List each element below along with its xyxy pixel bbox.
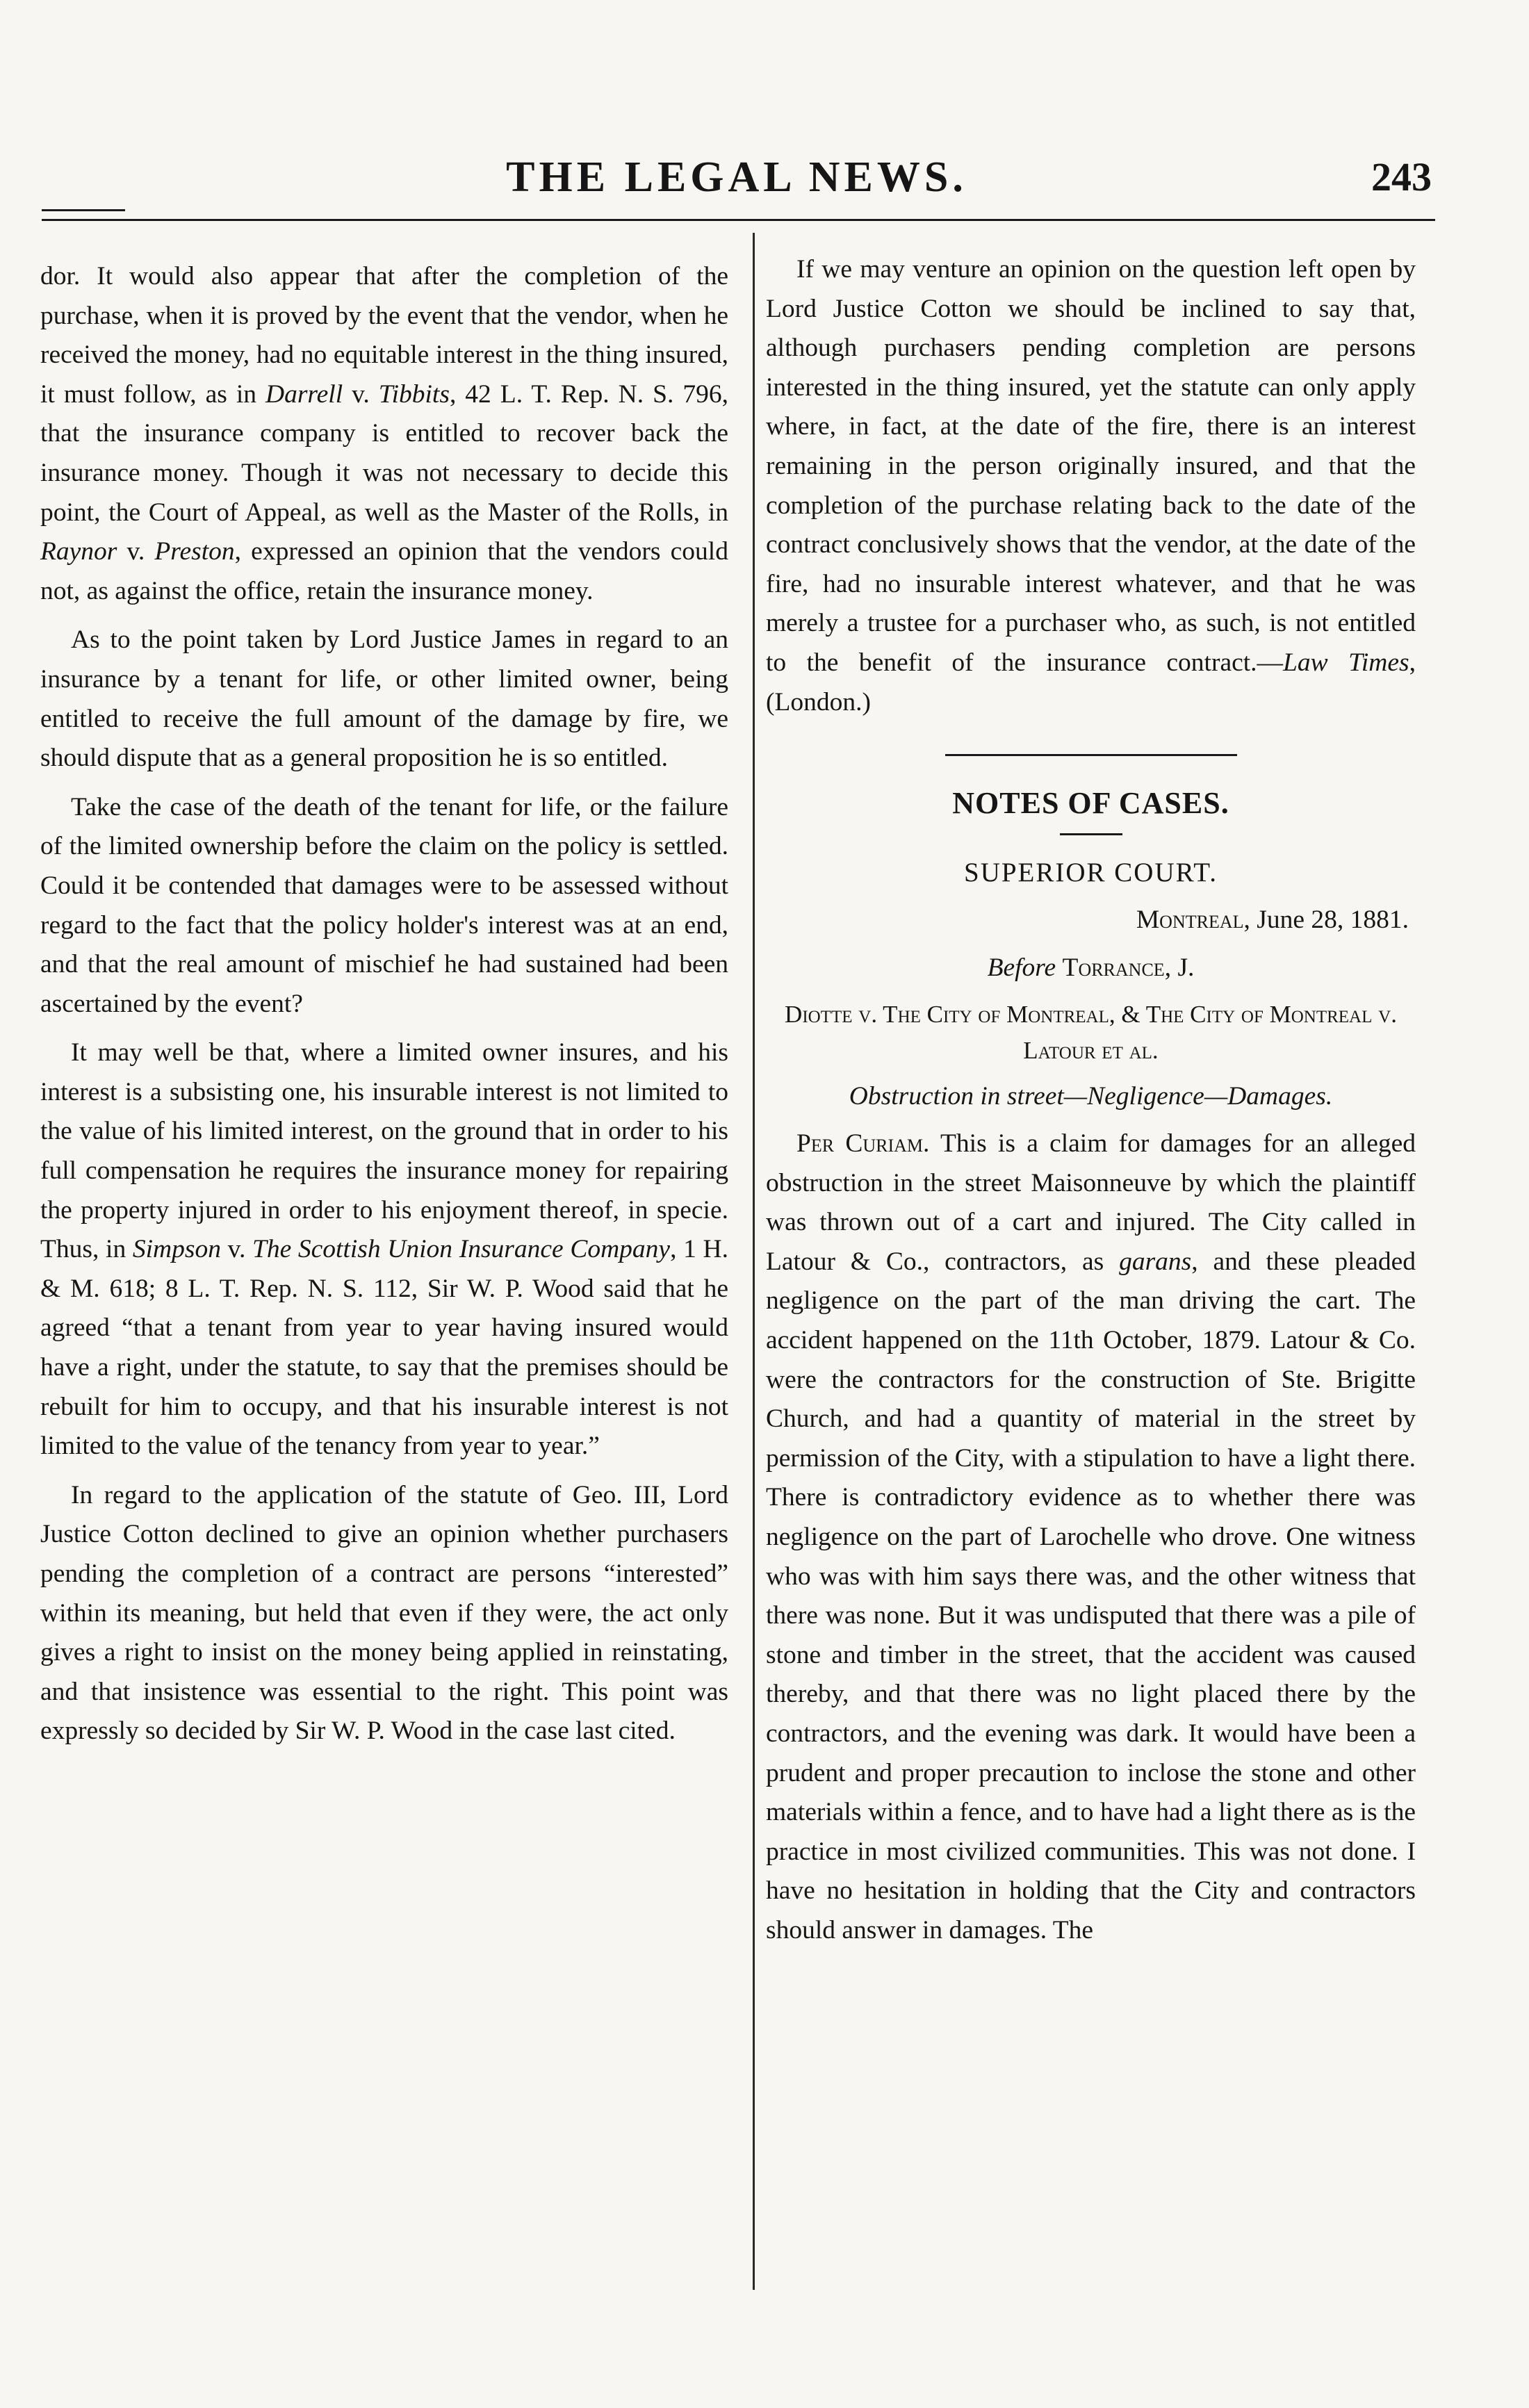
case-date: , June 28, 1881. [1243, 906, 1409, 935]
paragraph: If we may venture an opinion on the question left open by Lord Justice Cotton we should be inclined to say that, although purchasers pending completion are persons interested in the thing insured, yet the statute can only apply where, in fact, at the date of the fire, there is an interest remaining in the person originally insured, and that the completion of the purchase relating back to the date of the contract conclusively shows that the vendor, at the date of the fire, had no insurable interest whatever, and that he was merely a trustee for a purchaser who, as such, is not entitled to the benefit of the insurance contract.—Law Times, (London.) [766, 255, 1416, 716]
case-place: Montreal [1136, 906, 1244, 935]
running-head [42, 149, 1432, 205]
italic-run: Darrell [265, 379, 343, 409]
paragraph: It may well be that, where a limited owner insures, and his interest is a subsisting one, his insurable interest is not limited to the value of his limited interest, on the ground that in order to his full compensation he requires the insurance money for repairing the property injured in order to his enjoyment thereof, in specie. Thus, in Simpson v. The Scottish Union Insurance Company, 1 H. & M. 618; 8 L. T. Rep. N. S. 112, Sir W. P. Wood said that he agreed “that a tenant from year to year having insured would have a right, under the statute, to say that the premises should be rebuilt for him to occupy, and that his insurable interest is not limited to the value of the tenancy from year to year.” [40, 1038, 728, 1461]
paragraph: As to the point taken by Lord Justice James in regard to an insurance by a tenant for life, or other limited owner, being entitled to receive the full amount of the damage by fire, we should dispute that as a general proposition he is so entitled. [40, 625, 728, 773]
page-number: 243 [1371, 154, 1432, 199]
paragraph: Take the case of the death of the tenant for life, or the failure of the limited ownership before the claim on the policy is settled. Could it be contended that damages were to be assessed without regard to the fact that the policy holder's interest was at an end, and that the real amount of mischief he had sustained had been ascertained by the event? [40, 792, 728, 1018]
publication-title: THE LEGAL NEWS. [506, 154, 967, 201]
paragraph: dor. It would also appear that after the completion of the purchase, when it is proved by the event that the vendor, when he received the money, had no equitable interest in the thing insured, it must follow, as in Darrell v. Tibbits, 42 L. T. Rep. N. S. 796, that the insurance company is entitled to recover back the insurance money. Though it was not necessary to decide this point, the Court of Appeal, as well as the Master of the Rolls, in Raynor v. Preston, expressed an opinion that the vendors could not, as against the office, retain the insurance money. [40, 262, 728, 605]
paragraph: In regard to the application of the statute of Geo. III, Lord Justice Cotton declined to give an opinion whether purchasers pending the completion of a contract are persons “interested” within its meaning, but held that even if they were, the act only gives a right to insist on the money being applied in reinstating, and that insistence was essential to the right. This point was expressly so decided by Sir W. P. Wood in the case last cited. [40, 1480, 728, 1746]
judgment-text: This is a claim for damages for an alleged obstruction in the street Maisonneuve by which the plaintiff was thrown out of a cart and injured. The City called in Latour & Co., contractors, as garans, and these pleaded negligence on the part of the man driving the cart. The accident happened on the 11th October, 1879. Latour & Co. were the contractors for the construction of Ste. Brigitte Church, and had a quantity of material in the street by permission of the City, with a stipulation to have a light there. There is contradictory evidence as to whether there was negligence on the part of Larochelle who drove. One witness who was with him says there was, and the other witness that there was none. But it was undisputed that there was a pile of stone and timber in the street, that the accident was caused thereby, and that there was no light placed there by the contractors, and the evening was dark. It would have been a prudent and proper precaution to inclose the stone and other materials within a fence, and to have had a light there as is the practice in most civilized communities. This was not done. I have no hesitation in holding that the City and contractors should answer in damages. The [766, 1129, 1416, 1944]
case-parties: Diotte v. The City of Montreal, & The City of Montreal v. Latour et al. [785, 1000, 1397, 1064]
italic-run: The Scottish Union Insurance Company [252, 1235, 671, 1264]
italic-run: Tibbits [378, 379, 450, 409]
heading-rule [1060, 833, 1122, 835]
judge-suffix: , J. [1164, 953, 1195, 982]
header-flourish-rule [42, 209, 125, 211]
judgment-paragraph [766, 1124, 1416, 1950]
case-date-line [766, 901, 1409, 940]
right-column [766, 250, 1416, 1960]
section-separator-rule [945, 754, 1237, 756]
judge-name: Torrance [1062, 953, 1165, 982]
italic-run: garans [1119, 1247, 1192, 1276]
italic-run: Simpson [132, 1235, 221, 1264]
case-subject: Obstruction in street—Negligence—Damages. [849, 1081, 1333, 1111]
italic-run: Raynor [40, 537, 117, 566]
header-rule [42, 219, 1435, 221]
before-word: Before [987, 953, 1056, 982]
italic-run: Law Times [1283, 648, 1409, 677]
case-judge-line [766, 949, 1416, 988]
italic-run: Preston [154, 537, 235, 566]
column-divider [753, 233, 755, 2290]
per-curiam: Per Curiam. [796, 1129, 930, 1158]
section-heading: NOTES OF CASES. [952, 786, 1229, 821]
court-heading: SUPERIOR COURT. [964, 857, 1218, 887]
left-column [40, 257, 728, 1761]
